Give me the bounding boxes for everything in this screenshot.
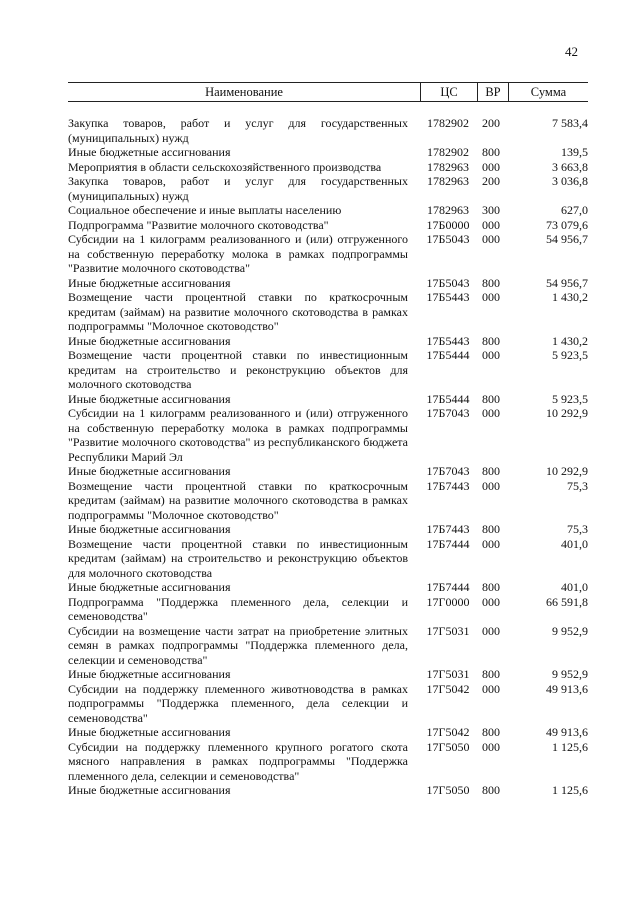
cell-name: Возмещение части процентной ставки по краткосрочным кредитам (займам) на развитие молочного скотоводства в рамках подпрограммы "Молочное скотоводство" [68, 478, 408, 522]
cell-sum: 9 952,9 [552, 667, 588, 681]
cell-sum: 75,3 [567, 478, 588, 493]
header-cs: ЦС [421, 83, 478, 101]
cell-sum: 1 430,2 [552, 333, 588, 348]
cell-sum: 5 923,5 [552, 348, 588, 362]
cell-vr: 000 [482, 594, 500, 609]
table-row [68, 348, 588, 392]
cell-cs: 17Г5042 [426, 681, 470, 696]
cell-sum: 627,0 [561, 203, 588, 217]
table-row [68, 276, 588, 291]
cell-cs: 17Б7444 [426, 536, 470, 551]
cell-vr: 000 [482, 536, 500, 551]
cell-cs: 17Б5444 [426, 348, 470, 362]
table-row [68, 537, 588, 581]
table-row [68, 218, 588, 233]
cell-sum: 139,5 [561, 145, 588, 159]
cell-sum: 1 125,6 [552, 739, 588, 754]
header-sum: Сумма [530, 84, 567, 99]
cell-cs: 17Б5444 [426, 391, 470, 406]
cell-name: Подпрограмма "Поддержка племенного дела, селекции и семеноводства" [68, 594, 408, 623]
cell-vr: 000 [482, 217, 500, 232]
cell-cs: 17Б0000 [426, 217, 470, 232]
cell-cs: 1782963 [427, 203, 469, 217]
cell-vr: 800 [482, 333, 500, 348]
table-row [68, 116, 588, 145]
cell-name: Иные бюджетные ассигнования [68, 522, 231, 536]
cell-cs: 17Г5031 [426, 667, 470, 681]
budget-table [68, 82, 588, 798]
cell-vr: 300 [482, 203, 500, 217]
table-row [68, 667, 588, 682]
cell-name: Субсидии на поддержку племенного животноводства в рамках подпрограммы "Поддержка племенного, дела селекции и семеноводства" [68, 681, 408, 725]
page-number: 42 [565, 44, 578, 59]
cell-vr: 800 [482, 275, 500, 290]
cell-name: Социальное обеспечение и иные выплаты населению [68, 203, 342, 217]
table-row [68, 334, 588, 349]
cell-name: Мероприятия в области сельскохозяйственного производства [68, 159, 382, 174]
cell-name: Иные бюджетные ассигнования [68, 275, 231, 290]
cell-vr: 000 [482, 623, 500, 638]
table-row [68, 392, 588, 407]
cell-name: Субсидии на возмещение части затрат на приобретение элитных семян в рамках подпрограммы "Поддержка племенного дела, селекции и семеноводства" [68, 623, 408, 667]
table-row [68, 174, 588, 203]
cell-cs: 1782902 [427, 145, 469, 159]
table-row [68, 682, 588, 726]
cell-sum: 9 952,9 [552, 623, 588, 638]
cell-name: Возмещение части процентной ставки по инвестиционным кредитам на строительство и реконструкцию объектов для молочного скотоводства [68, 348, 408, 391]
cell-sum: 7 583,4 [552, 116, 588, 130]
cell-vr: 800 [482, 725, 500, 739]
cell-sum: 1 125,6 [552, 783, 588, 797]
cell-vr: 000 [482, 478, 500, 493]
table-row [68, 580, 588, 595]
table-row [68, 145, 588, 160]
cell-cs: 17Г5031 [426, 623, 470, 638]
cell-sum: 1 430,2 [552, 290, 588, 304]
cell-cs: 17Г0000 [426, 594, 470, 609]
cell-vr: 800 [482, 391, 500, 406]
cell-cs: 17Б7043 [426, 406, 470, 420]
cell-sum: 3 663,8 [552, 159, 588, 174]
table-row [68, 522, 588, 537]
cell-sum: 401,0 [561, 536, 588, 551]
table-row [68, 464, 588, 479]
header-name: Наименование [68, 83, 421, 101]
cell-sum: 49 913,6 [546, 725, 588, 739]
cell-sum: 401,0 [561, 580, 588, 594]
cell-sum: 5 923,5 [552, 391, 588, 406]
cell-cs: 17Б5043 [426, 232, 470, 246]
table-body [68, 116, 588, 798]
cell-cs: 17Б5443 [426, 290, 470, 304]
cell-vr: 800 [482, 464, 500, 478]
cell-cs: 17Б7043 [426, 464, 470, 478]
table-row [68, 740, 588, 784]
cell-vr: 000 [482, 232, 500, 246]
cell-sum: 10 292,9 [546, 464, 588, 478]
table-row [68, 479, 588, 523]
cell-vr: 000 [482, 290, 500, 304]
cell-vr: 800 [482, 522, 500, 536]
cell-vr: 800 [482, 783, 500, 797]
cell-name: Иные бюджетные ассигнования [68, 725, 231, 739]
cell-vr: 000 [482, 406, 500, 420]
cell-name: Субсидии на 1 килограмм реализованного и (или) отгруженного на собственную переработку молока в рамках подпрограммы "Развитие молочного скотоводства" из республиканского бюджета Республики Марий Эл [68, 406, 408, 464]
cell-vr: 200 [482, 116, 500, 130]
cell-cs: 17Б7443 [426, 478, 470, 493]
table-row [68, 725, 588, 740]
cell-sum: 73 079,6 [546, 217, 588, 232]
cell-name: Подпрограмма "Развитие молочного скотоводства" [68, 217, 329, 232]
table-row [68, 290, 588, 334]
cell-sum: 49 913,6 [546, 681, 588, 696]
cell-cs: 17Г5050 [426, 783, 470, 797]
cell-cs: 17Г5050 [426, 739, 470, 754]
cell-cs: 17Б5443 [426, 333, 470, 348]
cell-name: Субсидии на 1 килограмм реализованного и (или) отгруженного на собственную переработку молока в рамках подпрограммы "Развитие молочного скотоводства" [68, 232, 408, 275]
cell-sum: 75,3 [567, 522, 588, 536]
cell-name: Иные бюджетные ассигнования [68, 580, 231, 594]
cell-name: Иные бюджетные ассигнования [68, 333, 231, 348]
cell-vr: 800 [482, 145, 500, 159]
cell-cs: 17Б7443 [426, 522, 470, 536]
table-row [68, 624, 588, 668]
table-row [68, 203, 588, 218]
cell-sum: 54 956,7 [546, 275, 588, 290]
cell-vr: 000 [482, 681, 500, 696]
table-row [68, 232, 588, 276]
table-row [68, 595, 588, 624]
cell-name: Закупка товаров, работ и услуг для государственных (муниципальных) нужд [68, 174, 408, 203]
cell-cs: 17Б5043 [426, 275, 470, 290]
table-row [68, 783, 588, 798]
header-vr: ВР [478, 83, 509, 101]
cell-sum: 66 591,8 [546, 594, 588, 609]
cell-vr: 000 [482, 739, 500, 754]
cell-vr: 200 [482, 174, 500, 188]
cell-name: Возмещение части процентной ставки по инвестиционным кредитам (займам) на строительство и реконструкцию объектов для молочного скотоводства [68, 536, 408, 580]
table-row [68, 406, 588, 464]
cell-name: Закупка товаров, работ и услуг для государственных (муниципальных) нужд [68, 116, 408, 145]
cell-sum: 54 956,7 [546, 232, 588, 246]
cell-vr: 800 [482, 667, 500, 681]
cell-cs: 17Б7444 [426, 580, 470, 594]
cell-name: Иные бюджетные ассигнования [68, 783, 231, 797]
cell-sum: 10 292,9 [546, 406, 588, 420]
cell-vr: 000 [482, 348, 500, 362]
cell-cs: 1782963 [427, 174, 469, 188]
cell-cs: 17Г5042 [426, 725, 470, 739]
cell-name: Иные бюджетные ассигнования [68, 667, 231, 681]
cell-name: Иные бюджетные ассигнования [68, 391, 231, 406]
cell-vr: 000 [482, 159, 500, 174]
table-header [68, 82, 588, 102]
cell-cs: 1782963 [427, 159, 469, 174]
cell-cs: 1782902 [427, 116, 469, 130]
cell-name: Иные бюджетные ассигнования [68, 464, 231, 478]
cell-name: Иные бюджетные ассигнования [68, 145, 231, 159]
cell-name: Субсидии на поддержку племенного крупного рогатого скота мясного направления в рамках подпрограммы "Поддержка племенного дела, селекции и семеноводства" [68, 739, 408, 783]
table-row [68, 160, 588, 175]
cell-sum: 3 036,8 [552, 174, 588, 188]
cell-vr: 800 [482, 580, 500, 594]
cell-name: Возмещение части процентной ставки по краткосрочным кредитам (займам) на развитие молочного скотоводства в рамках подпрограммы "Молочное скотоводство" [68, 290, 408, 333]
